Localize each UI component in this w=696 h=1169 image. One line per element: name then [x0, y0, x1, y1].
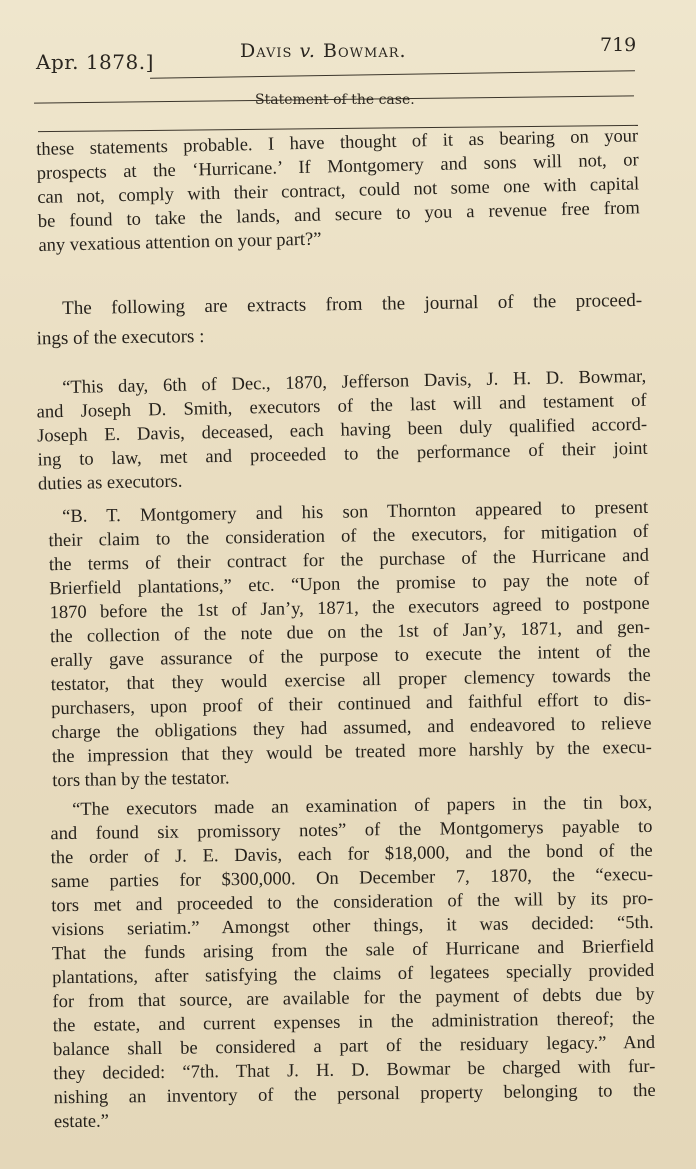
text-line: ing to law, met and proceeded to the performance of their joint: [37, 438, 648, 471]
text-line: ings of the executors :: [36, 326, 205, 350]
text-line: be found to take the lands, and secure to you a revenue free from: [37, 198, 640, 232]
text-line: balance shall be considered a part of the residuary legacy.” And: [52, 1032, 656, 1061]
text-line: for from that source, are available for the payment of debts due by: [52, 984, 655, 1013]
text-line: erally gave assurance of the purpose to execute the intent of the: [50, 641, 651, 672]
text-line: “This day, 6th of Dec., 1870, Jefferson Davis, J. H. D. Bowmar,: [62, 366, 647, 398]
text-line: visions seriatim.” Amongst other things, it was decided: “5th.: [51, 912, 654, 941]
title-versus: v.: [299, 40, 316, 62]
text-line: nishing an inventory of the personal property belonging to the: [53, 1080, 656, 1109]
text-line: The following are extracts from the journal of the proceed-: [62, 289, 643, 319]
text-line: the order of J. E. Davis, each for $18,000, and the bond of the: [50, 840, 653, 869]
text-line: tors met and proceeded to the consideration of the will by its pro-: [51, 888, 654, 917]
text-line: duties as executors.: [37, 471, 183, 495]
text-line: estate.”: [53, 1111, 110, 1133]
running-head-date: Apr. 1878.]: [36, 50, 154, 74]
text-line: any vexatious attention on your part?”: [38, 229, 322, 256]
text-line: the terms of their contract for the purchase of the Hurricane and: [48, 545, 650, 576]
paragraph-tin-box-examination: [50, 791, 656, 1134]
text-line: the collection of the note due on the 1st of Jan’y, 1871, and gen-: [49, 617, 651, 648]
text-line: Brierfield plantations,” etc. “Upon the promise to pay the note of: [49, 569, 650, 600]
text-line: their claim to the consideration of the executors, for mitigation of: [48, 521, 649, 552]
text-line: the estate, and current expenses in the administration thereof; the: [52, 1008, 655, 1037]
text-line: can not, comply with their contract, could not some one with capital: [37, 174, 640, 208]
text-line: they decided: “7th. That J. H. D. Bowmar be charged with fur-: [53, 1056, 656, 1085]
text-line: That the funds arising from the sale of Hurricane and Brierfield: [51, 936, 654, 965]
title-defendant: Bowmar.: [323, 40, 407, 62]
text-line: same parties for $300,000. On December 7, 1870, the “execu-: [50, 864, 654, 893]
paragraph-letter-continuation: [36, 124, 641, 258]
text-line: testator, that they would exercise all proper clemency towards the: [50, 665, 651, 696]
page-number: 719: [600, 34, 637, 56]
text-line: the impression that they would be treated more harshly by the execu-: [51, 737, 653, 768]
text-line: Joseph E. Davis, deceased, each having been duly qualified accord-: [36, 414, 648, 447]
text-line: “The executors made an examination of papers in the tin box,: [72, 792, 653, 820]
text-line: and Joseph D. Smith, executors of the last will and testament of: [36, 390, 647, 423]
text-line: purchasers, upon proof of their continued and faithful effort to dis-: [51, 689, 652, 720]
text-line: “B. T. Montgomery and his son Thornton appeared to present: [62, 497, 649, 527]
text-line: charge the obligations they had assumed, and endeavored to relieve: [51, 713, 652, 744]
header-rule-top: [150, 70, 635, 79]
paragraph-journal-dec-6: [36, 365, 648, 496]
paragraph-montgomery-claim: [48, 496, 653, 793]
text-line: and found six promissory notes” of the Montgomerys payable to: [50, 816, 653, 845]
text-line: plantations, after satisfying the claims of legatees specially provided: [52, 960, 655, 989]
text-line: prospects at the ‘Hurricane.’ If Montgomery and sons will not, or: [36, 150, 639, 184]
paragraph-journal-intro: [36, 286, 643, 354]
text-line: tors than by the testator.: [52, 768, 230, 792]
text-line: 1870 before the 1st of Jan’y, 1871, the executors agreed to postpone: [49, 593, 650, 624]
section-subheading: Statement of the case.: [255, 92, 415, 108]
text-line: these statements probable. I have thought of it as bearing on your: [36, 126, 639, 160]
title-plaintiff: Davis: [240, 40, 293, 62]
running-head-title: [240, 40, 407, 62]
